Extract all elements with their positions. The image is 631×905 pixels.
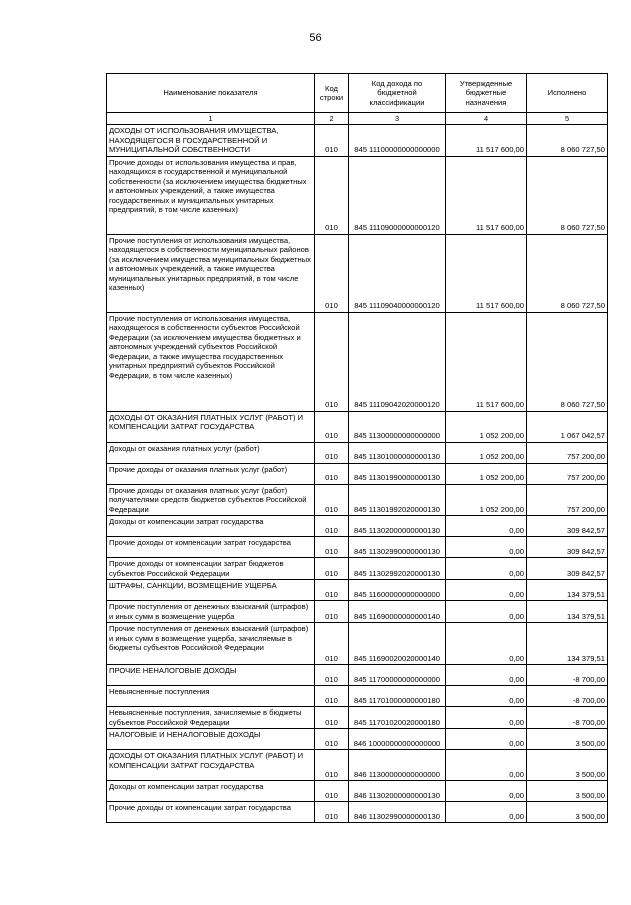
row-executed: 3 500,00 bbox=[527, 729, 608, 750]
row-line-code: 010 bbox=[315, 623, 349, 665]
row-name: Невыясненные поступления bbox=[107, 686, 315, 707]
row-executed: 309 842,57 bbox=[527, 537, 608, 558]
row-line-code: 010 bbox=[315, 442, 349, 463]
table-row bbox=[107, 707, 608, 729]
row-approved: 11 517 600,00 bbox=[446, 125, 527, 156]
table-row bbox=[107, 729, 608, 750]
column-number: 2 bbox=[315, 113, 349, 125]
row-approved: 0,00 bbox=[446, 516, 527, 537]
row-approved: 0,00 bbox=[446, 580, 527, 601]
row-kbk: 845 11300000000000000 bbox=[349, 411, 446, 442]
column-number-row bbox=[107, 113, 608, 125]
row-executed: -8 700,00 bbox=[527, 707, 608, 729]
table-row bbox=[107, 411, 608, 442]
row-kbk: 846 11300000000000000 bbox=[349, 750, 446, 781]
row-name: Доходы от компенсации затрат государства bbox=[107, 516, 315, 537]
row-approved: 0,00 bbox=[446, 750, 527, 781]
row-approved: 11 517 600,00 bbox=[446, 234, 527, 312]
row-name: Прочие поступления от использования имущества, находящегося в собственности муниципальных районов (за исключением имущества муниципальных бюджетных и автономных учреждений, а также имущества муниципальных унитарных предприятий, в том числе казенных) bbox=[107, 234, 315, 312]
table-row bbox=[107, 558, 608, 580]
row-approved: 0,00 bbox=[446, 781, 527, 802]
header-approved: Утвержденные бюджетные назначения bbox=[446, 74, 527, 113]
row-kbk: 845 11302000000000130 bbox=[349, 516, 446, 537]
row-name: Доходы от компенсации затрат государства bbox=[107, 781, 315, 802]
row-executed: 8 060 727,50 bbox=[527, 234, 608, 312]
column-number: 3 bbox=[349, 113, 446, 125]
row-approved: 0,00 bbox=[446, 665, 527, 686]
row-name: НАЛОГОВЫЕ И НЕНАЛОГОВЫЕ ДОХОДЫ bbox=[107, 729, 315, 750]
page-number: 56 bbox=[309, 32, 322, 44]
row-kbk: 845 11301000000000130 bbox=[349, 442, 446, 463]
row-kbk: 845 11700000000000000 bbox=[349, 665, 446, 686]
table-row bbox=[107, 750, 608, 781]
row-line-code: 010 bbox=[315, 312, 349, 411]
row-line-code: 010 bbox=[315, 729, 349, 750]
row-kbk: 845 11690000000000140 bbox=[349, 601, 446, 623]
row-line-code: 010 bbox=[315, 516, 349, 537]
row-name: Невыясненные поступления, зачисляемые в бюджеты субъектов Российской Федерации bbox=[107, 707, 315, 729]
row-approved: 1 052 200,00 bbox=[446, 463, 527, 484]
row-approved: 11 517 600,00 bbox=[446, 156, 527, 234]
row-approved: 11 517 600,00 bbox=[446, 312, 527, 411]
row-approved: 0,00 bbox=[446, 686, 527, 707]
row-name: Прочие поступления от использования имущества, находящегося в собственности субъектов Российской Федерации (за исключением имущества бюджетных и автономных учреждений субъектов Российской Федерации, а также имущества государственных унитарных предприятий субъектов Российской Федерации, в том числе казенных) bbox=[107, 312, 315, 411]
column-number: 4 bbox=[446, 113, 527, 125]
row-kbk: 846 11302990000000130 bbox=[349, 802, 446, 823]
row-executed: 1 067 042,57 bbox=[527, 411, 608, 442]
table-body bbox=[107, 125, 608, 823]
table-row bbox=[107, 601, 608, 623]
row-kbk: 846 11302000000000130 bbox=[349, 781, 446, 802]
row-line-code: 010 bbox=[315, 411, 349, 442]
row-line-code: 010 bbox=[315, 580, 349, 601]
row-name: Прочие доходы от компенсации затрат государства bbox=[107, 802, 315, 823]
row-line-code: 010 bbox=[315, 601, 349, 623]
table-row bbox=[107, 665, 608, 686]
revenue-report-table bbox=[106, 73, 608, 823]
table-row bbox=[107, 686, 608, 707]
header-executed: Исполнено bbox=[527, 74, 608, 113]
row-approved: 0,00 bbox=[446, 707, 527, 729]
row-name: Прочие доходы от оказания платных услуг (работ) bbox=[107, 463, 315, 484]
column-number: 1 bbox=[107, 113, 315, 125]
row-line-code: 010 bbox=[315, 463, 349, 484]
header-name: Наименование показателя bbox=[107, 74, 315, 113]
row-name: ДОХОДЫ ОТ ОКАЗАНИЯ ПЛАТНЫХ УСЛУГ (РАБОТ) И КОМПЕНСАЦИИ ЗАТРАТ ГОСУДАРСТВА bbox=[107, 750, 315, 781]
row-kbk: 845 11109040000000120 bbox=[349, 234, 446, 312]
table-row bbox=[107, 623, 608, 665]
header-kbk: Код дохода по бюджетной классификации bbox=[349, 74, 446, 113]
row-executed: 8 060 727,50 bbox=[527, 156, 608, 234]
row-executed: 309 842,57 bbox=[527, 516, 608, 537]
row-kbk: 845 11302990000000130 bbox=[349, 537, 446, 558]
row-approved: 0,00 bbox=[446, 601, 527, 623]
table-row bbox=[107, 802, 608, 823]
row-line-code: 010 bbox=[315, 665, 349, 686]
row-name: ДОХОДЫ ОТ ИСПОЛЬЗОВАНИЯ ИМУЩЕСТВА, НАХОДЯЩЕГОСЯ В ГОСУДАРСТВЕННОЙ И МУНИЦИПАЛЬНОЙ СОБСТВЕННОСТИ bbox=[107, 125, 315, 156]
table-row bbox=[107, 463, 608, 484]
row-executed: 3 500,00 bbox=[527, 802, 608, 823]
table-row bbox=[107, 484, 608, 515]
row-name: ПРОЧИЕ НЕНАЛОГОВЫЕ ДОХОДЫ bbox=[107, 665, 315, 686]
row-approved: 0,00 bbox=[446, 558, 527, 580]
row-executed: 8 060 727,50 bbox=[527, 125, 608, 156]
table-row bbox=[107, 516, 608, 537]
row-name: ДОХОДЫ ОТ ОКАЗАНИЯ ПЛАТНЫХ УСЛУГ (РАБОТ) И КОМПЕНСАЦИИ ЗАТРАТ ГОСУДАРСТВА bbox=[107, 411, 315, 442]
row-name: Прочие доходы от компенсации затрат государства bbox=[107, 537, 315, 558]
table-row bbox=[107, 234, 608, 312]
row-kbk: 845 11109042020000120 bbox=[349, 312, 446, 411]
row-executed: 757 200,00 bbox=[527, 463, 608, 484]
row-kbk: 845 11600000000000000 bbox=[349, 580, 446, 601]
row-executed: 134 379,51 bbox=[527, 601, 608, 623]
row-line-code: 010 bbox=[315, 537, 349, 558]
table-row bbox=[107, 781, 608, 802]
row-approved: 1 052 200,00 bbox=[446, 484, 527, 515]
table-row bbox=[107, 125, 608, 156]
row-name: Прочие поступления от денежных взысканий (штрафов) и иных сумм в возмещение ущерба, зачисляемые в бюджеты субъектов Российской Федерации bbox=[107, 623, 315, 665]
row-approved: 0,00 bbox=[446, 623, 527, 665]
row-executed: 309 842,57 bbox=[527, 558, 608, 580]
row-line-code: 010 bbox=[315, 484, 349, 515]
row-line-code: 010 bbox=[315, 750, 349, 781]
row-name: Прочие доходы от оказания платных услуг (работ) получателями средств бюджетов субъектов Российской Федерации bbox=[107, 484, 315, 515]
row-kbk: 845 11100000000000000 bbox=[349, 125, 446, 156]
row-line-code: 010 bbox=[315, 686, 349, 707]
row-line-code: 010 bbox=[315, 802, 349, 823]
header-line-code: Код строки bbox=[315, 74, 349, 113]
column-number: 5 bbox=[527, 113, 608, 125]
table-row bbox=[107, 156, 608, 234]
row-approved: 0,00 bbox=[446, 537, 527, 558]
table-row bbox=[107, 312, 608, 411]
row-line-code: 010 bbox=[315, 558, 349, 580]
row-executed: 757 200,00 bbox=[527, 484, 608, 515]
table-header-row bbox=[107, 74, 608, 113]
table-row bbox=[107, 580, 608, 601]
row-executed: 3 500,00 bbox=[527, 750, 608, 781]
row-name: ШТРАФЫ, САНКЦИИ, ВОЗМЕЩЕНИЕ УЩЕРБА bbox=[107, 580, 315, 601]
row-line-code: 010 bbox=[315, 781, 349, 802]
row-approved: 1 052 200,00 bbox=[446, 442, 527, 463]
row-approved: 0,00 bbox=[446, 729, 527, 750]
row-line-code: 010 bbox=[315, 234, 349, 312]
table-row bbox=[107, 537, 608, 558]
row-kbk: 845 11701000000000180 bbox=[349, 686, 446, 707]
row-executed: -8 700,00 bbox=[527, 665, 608, 686]
row-kbk: 846 10000000000000000 bbox=[349, 729, 446, 750]
row-kbk: 845 11690020020000140 bbox=[349, 623, 446, 665]
row-kbk: 845 11701020020000180 bbox=[349, 707, 446, 729]
row-executed: 134 379,51 bbox=[527, 623, 608, 665]
row-kbk: 845 11109000000000120 bbox=[349, 156, 446, 234]
row-executed: 8 060 727,50 bbox=[527, 312, 608, 411]
row-executed: 3 500,00 bbox=[527, 781, 608, 802]
table-row bbox=[107, 442, 608, 463]
row-executed: 134 379,51 bbox=[527, 580, 608, 601]
row-name: Прочие поступления от денежных взысканий (штрафов) и иных сумм в возмещение ущерба bbox=[107, 601, 315, 623]
row-approved: 1 052 200,00 bbox=[446, 411, 527, 442]
row-line-code: 010 bbox=[315, 125, 349, 156]
row-kbk: 845 11301990000000130 bbox=[349, 463, 446, 484]
row-kbk: 845 11302992020000130 bbox=[349, 558, 446, 580]
row-line-code: 010 bbox=[315, 156, 349, 234]
row-name: Доходы от оказания платных услуг (работ) bbox=[107, 442, 315, 463]
row-name: Прочие доходы от компенсации затрат бюджетов субъектов Российской Федерации bbox=[107, 558, 315, 580]
row-kbk: 845 11301992020000130 bbox=[349, 484, 446, 515]
row-name: Прочие доходы от использования имущества и прав, находящихся в государственной и муниципальной собственности (за исключением имущества бюджетных и автономных учреждений, а также имущества государственных и муниципальных унитарных предприятий, в том числе казенных) bbox=[107, 156, 315, 234]
row-approved: 0,00 bbox=[446, 802, 527, 823]
row-executed: -8 700,00 bbox=[527, 686, 608, 707]
row-line-code: 010 bbox=[315, 707, 349, 729]
row-executed: 757 200,00 bbox=[527, 442, 608, 463]
